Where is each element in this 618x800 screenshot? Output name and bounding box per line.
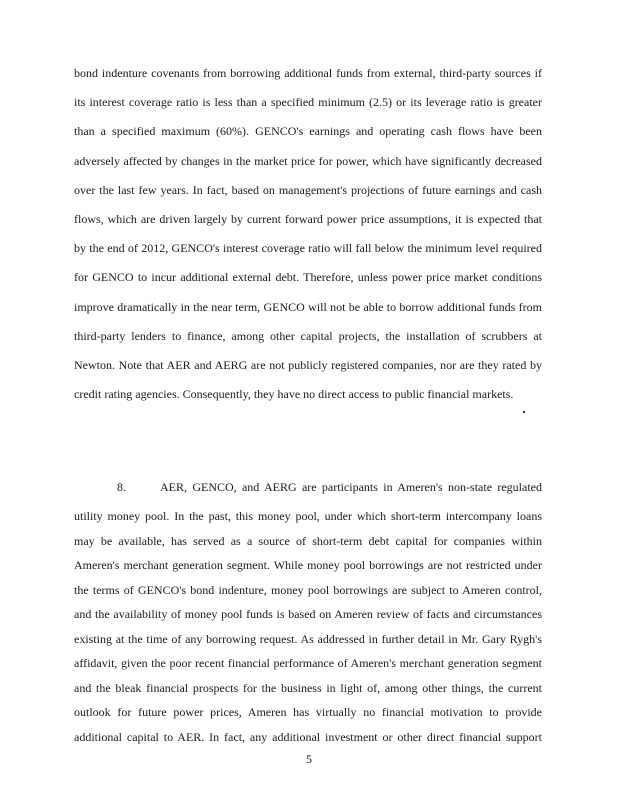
text-line: existing at the time of any borrowing request. As addressed in further detail in Mr. Gary Rygh's: [74, 631, 542, 646]
paragraph-number: 8.: [117, 480, 126, 494]
scan-speck: [523, 411, 525, 413]
text-line: Newton. Note that AER and AERG are not publicly registered companies, nor are they rated by: [74, 358, 542, 372]
text-line: additional capital to AER. In fact, any additional investment or other direct financial support: [74, 729, 542, 744]
text-line: for GENCO to incur additional external debt. Therefore, unless power price market conditions: [74, 270, 542, 285]
text-line: affidavit, given the poor recent financial performance of Ameren's merchant generation segment: [74, 656, 542, 670]
text-line: over the last few years. In fact, based on management's projections of future earnings and cash: [74, 182, 542, 197]
text-line: its interest coverage ratio is less than a specified minimum (2.5) or its leverage ratio is greater: [74, 95, 542, 110]
text-line: improve dramatically in the near term, GENCO will not be able to borrow additional funds from: [74, 299, 542, 314]
text-line: by the end of 2012, GENCO's interest coverage ratio will fall below the minimum level required: [74, 241, 542, 256]
text-line: flows, which are driven largely by current forward power price assumptions, it is expected that: [74, 212, 542, 226]
text-line: Ameren's merchant generation segment. While money pool borrowings are not restricted under: [74, 558, 542, 572]
text-line: credit rating agencies. Consequently, they have no direct access to public financial markets.: [74, 387, 514, 402]
text-line: outlook for future power prices, Ameren has virtually no financial motivation to provide: [74, 705, 542, 719]
text-line: than a specified maximum (60%). GENCO's earnings and operating cash flows have been: [74, 124, 542, 139]
page-number: 5: [306, 752, 312, 766]
text-line: may be available, has served as a source of short-term debt capital for companies within: [74, 533, 542, 548]
text-line: utility money pool. In the past, this money pool, under which short-term intercompany loans: [74, 509, 542, 523]
text-line: AER, GENCO, and AERG are participants in Ameren's non-state regulated: [160, 480, 542, 494]
text-line: the terms of GENCO's bond indenture, money pool borrowings are subject to Ameren control,: [74, 582, 542, 597]
text-line: and the bleak financial prospects for the business in light of, among other things, the current: [74, 680, 542, 695]
text-line: adversely affected by changes in the market price for power, which have significantly decreased: [74, 153, 542, 168]
text-line: third-party lenders to finance, among other capital projects, the installation of scrubbers at: [74, 328, 542, 343]
text-line: and the availability of money pool funds is based on Ameren review of facts and circumstances: [74, 607, 542, 621]
text-line: bond indenture covenants from borrowing additional funds from external, third-party sources if: [74, 66, 542, 80]
